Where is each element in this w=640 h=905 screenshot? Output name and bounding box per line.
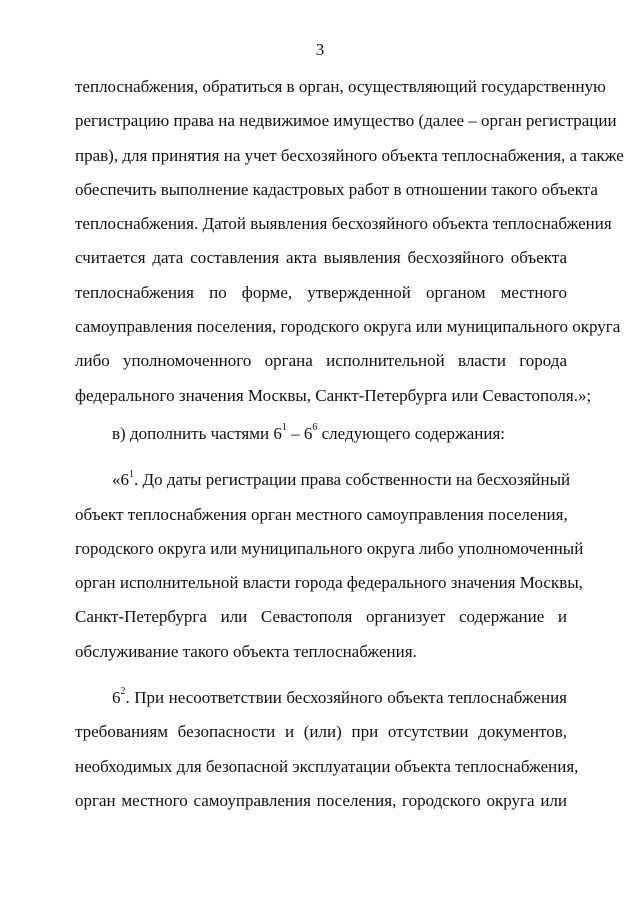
superscript-1: 1 <box>281 422 287 434</box>
paragraph-6-2-first-line <box>75 681 567 715</box>
text-line: Санкт-Петербурга или Севастополя организует содержание и <box>75 607 567 627</box>
text-line: либо уполномоченного органа исполнительной власти города <box>75 351 567 371</box>
text-line: теплоснабжения. Датой выявления бесхозяйного объекта теплоснабжения <box>75 214 612 234</box>
text-line: объект теплоснабжения орган местного самоуправления поселения, <box>75 504 568 524</box>
paragraph-6-1-first-line <box>75 463 571 497</box>
text-line: прав), для принятия на учет бесхозяйного объекта теплоснабжения, а также <box>75 145 624 165</box>
text-line: считается дата составления акта выявления бесхозяйного объекта <box>75 248 567 268</box>
text-line: регистрацию права на недвижимое имущество (далее – орган регистрации <box>75 111 617 131</box>
text-line: теплоснабжения, обратиться в орган, осуществляющий государственную <box>75 77 606 96</box>
page-number: 3 <box>315 40 325 59</box>
text-line: орган исполнительной власти города федерального значения Москвы, <box>75 573 583 593</box>
text-line: необходимых для безопасной эксплуатации объекта теплоснабжения, <box>75 756 579 776</box>
text-line: теплоснабжения по форме, утвержденной органом местного <box>75 282 567 302</box>
text-line: обеспечить выполнение кадастровых работ в отношении такого объекта <box>75 179 598 199</box>
item-v-text-a: в) дополнить частями 6 <box>112 423 282 443</box>
paragraph-6-2-first-text: . При несоответствии бесхозяйного объекта теплоснабжения <box>125 688 567 708</box>
text-line: орган местного самоуправления поселения, городского округа или <box>75 790 567 810</box>
paragraph-6-1-lead: «6 <box>112 470 129 490</box>
item-v-text-b: – 6 <box>286 423 313 443</box>
item-v-text-c: следующего содержания: <box>317 423 506 443</box>
text-line: обслуживание такого объекта теплоснабжения. <box>75 641 417 661</box>
superscript-2: 2 <box>120 686 126 698</box>
text-line: самоуправления поселения, городского округа или муниципального округа <box>75 317 621 337</box>
superscript-1: 1 <box>129 468 134 480</box>
paragraph-6-2-lead: 6 <box>112 688 121 708</box>
superscript-6: 6 <box>312 422 318 434</box>
document-body <box>75 70 624 818</box>
text-line: федерального значения Москвы, Санкт-Петербурга или Севастополя.»; <box>75 385 592 405</box>
text-line: городского округа или муниципального округа либо уполномоченный <box>75 538 584 558</box>
text-line: требованиям безопасности и (или) при отсутствии документов, <box>75 722 567 742</box>
paragraph-6-1-first-text: . До даты регистрации права собственности на бесхозяйный <box>134 470 571 490</box>
item-v-paragraph <box>75 417 567 451</box>
